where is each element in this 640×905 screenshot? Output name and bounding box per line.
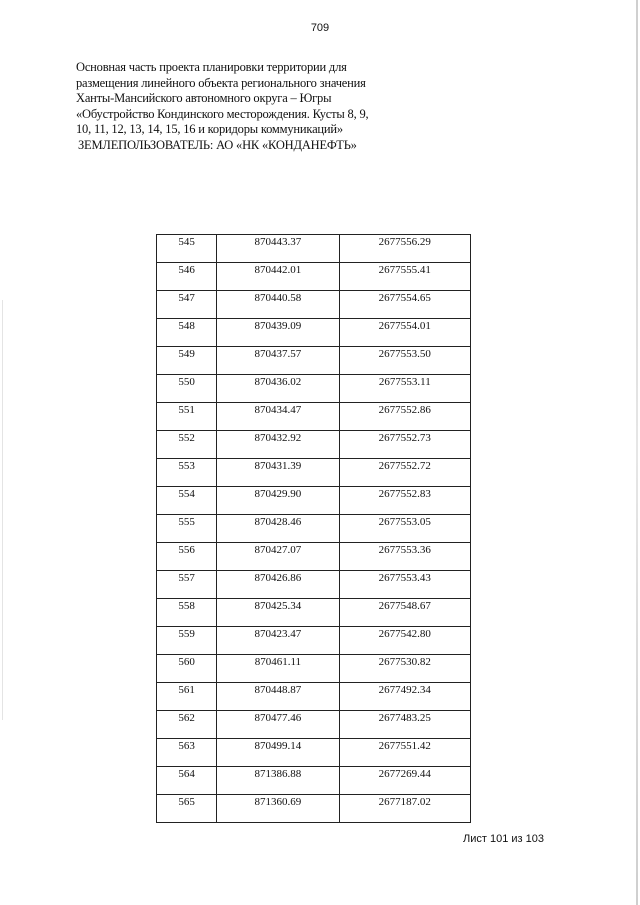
- x-coordinate-cell: 870499.14: [217, 739, 339, 767]
- land-user: ЗЕМЛЕПОЛЬЗОВАТЕЛЬ: АО «НК «КОНДАНЕФТЬ»: [78, 137, 357, 152]
- x-coordinate-cell: 870425.34: [217, 599, 339, 627]
- point-number-cell: 554: [157, 487, 217, 515]
- table-row: [157, 683, 471, 711]
- x-coordinate-cell: 870436.02: [217, 375, 339, 403]
- table-row: [157, 263, 471, 291]
- table-row: [157, 487, 471, 515]
- x-coordinate-cell: 870461.11: [217, 655, 339, 683]
- point-number-cell: 547: [157, 291, 217, 319]
- sheet-number: Лист 101 из 103: [463, 833, 544, 845]
- scan-edge-left: [2, 300, 3, 720]
- x-coordinate-cell: 870443.37: [217, 235, 339, 263]
- table-row: [157, 347, 471, 375]
- x-coordinate-cell: 870477.46: [217, 711, 339, 739]
- y-coordinate-cell: 2677555.41: [339, 263, 470, 291]
- y-coordinate-cell: 2677553.50: [339, 347, 470, 375]
- point-number-cell: 550: [157, 375, 217, 403]
- x-coordinate-cell: 870448.87: [217, 683, 339, 711]
- coordinates-table: [156, 234, 471, 823]
- table-row: [157, 543, 471, 571]
- document-header: [76, 60, 406, 153]
- y-coordinate-cell: 2677187.02: [339, 795, 470, 823]
- header-line: размещения линейного объекта регионального значения: [76, 75, 366, 90]
- x-coordinate-cell: 870428.46: [217, 515, 339, 543]
- table-row: [157, 711, 471, 739]
- point-number-cell: 551: [157, 403, 217, 431]
- header-line: Основная часть проекта планировки территории для: [76, 60, 347, 74]
- x-coordinate-cell: 870431.39: [217, 459, 339, 487]
- point-number-cell: 556: [157, 543, 217, 571]
- table-row: [157, 459, 471, 487]
- x-coordinate-cell: 870437.57: [217, 347, 339, 375]
- y-coordinate-cell: 2677553.11: [339, 375, 470, 403]
- y-coordinate-cell: 2677492.34: [339, 683, 470, 711]
- point-number-cell: 562: [157, 711, 217, 739]
- table-row: [157, 319, 471, 347]
- page-number: 709: [310, 22, 330, 34]
- y-coordinate-cell: 2677483.25: [339, 711, 470, 739]
- point-number-cell: 548: [157, 319, 217, 347]
- point-number-cell: 557: [157, 571, 217, 599]
- x-coordinate-cell: 870442.01: [217, 263, 339, 291]
- y-coordinate-cell: 2677269.44: [339, 767, 470, 795]
- table-row: [157, 375, 471, 403]
- y-coordinate-cell: 2677542.80: [339, 627, 470, 655]
- header-line: «Обустройство Кондинского месторождения. Кусты 8, 9,: [76, 106, 369, 121]
- coordinates-table-body: [157, 235, 471, 823]
- point-number-cell: 559: [157, 627, 217, 655]
- y-coordinate-cell: 2677552.83: [339, 487, 470, 515]
- point-number-cell: 561: [157, 683, 217, 711]
- x-coordinate-cell: 870429.90: [217, 487, 339, 515]
- y-coordinate-cell: 2677553.05: [339, 515, 470, 543]
- y-coordinate-cell: 2677554.65: [339, 291, 470, 319]
- table-row: [157, 515, 471, 543]
- point-number-cell: 545: [157, 235, 217, 263]
- table-row: [157, 767, 471, 795]
- table-row: [157, 291, 471, 319]
- header-line: 10, 11, 12, 13, 14, 15, 16 и коридоры коммуникаций»: [76, 122, 343, 136]
- point-number-cell: 549: [157, 347, 217, 375]
- y-coordinate-cell: 2677556.29: [339, 235, 470, 263]
- table-row: [157, 571, 471, 599]
- table-row: [157, 431, 471, 459]
- point-number-cell: 563: [157, 739, 217, 767]
- y-coordinate-cell: 2677548.67: [339, 599, 470, 627]
- x-coordinate-cell: 871360.69: [217, 795, 339, 823]
- y-coordinate-cell: 2677551.42: [339, 739, 470, 767]
- table-row: [157, 627, 471, 655]
- y-coordinate-cell: 2677552.86: [339, 403, 470, 431]
- x-coordinate-cell: 870439.09: [217, 319, 339, 347]
- x-coordinate-cell: 870427.07: [217, 543, 339, 571]
- table-row: [157, 235, 471, 263]
- point-number-cell: 560: [157, 655, 217, 683]
- y-coordinate-cell: 2677554.01: [339, 319, 470, 347]
- table-row: [157, 403, 471, 431]
- y-coordinate-cell: 2677552.72: [339, 459, 470, 487]
- x-coordinate-cell: 870440.58: [217, 291, 339, 319]
- header-line: Ханты-Мансийского автономного округа – Югры: [76, 91, 332, 105]
- point-number-cell: 553: [157, 459, 217, 487]
- y-coordinate-cell: 2677553.43: [339, 571, 470, 599]
- point-number-cell: 558: [157, 599, 217, 627]
- x-coordinate-cell: 871386.88: [217, 767, 339, 795]
- x-coordinate-cell: 870426.86: [217, 571, 339, 599]
- x-coordinate-cell: 870434.47: [217, 403, 339, 431]
- y-coordinate-cell: 2677552.73: [339, 431, 470, 459]
- y-coordinate-cell: 2677530.82: [339, 655, 470, 683]
- point-number-cell: 552: [157, 431, 217, 459]
- point-number-cell: 555: [157, 515, 217, 543]
- table-row: [157, 599, 471, 627]
- table-row: [157, 739, 471, 767]
- point-number-cell: 565: [157, 795, 217, 823]
- y-coordinate-cell: 2677553.36: [339, 543, 470, 571]
- x-coordinate-cell: 870423.47: [217, 627, 339, 655]
- scan-edge-right: [636, 0, 638, 905]
- table-row: [157, 655, 471, 683]
- table-row: [157, 795, 471, 823]
- point-number-cell: 564: [157, 767, 217, 795]
- point-number-cell: 546: [157, 263, 217, 291]
- x-coordinate-cell: 870432.92: [217, 431, 339, 459]
